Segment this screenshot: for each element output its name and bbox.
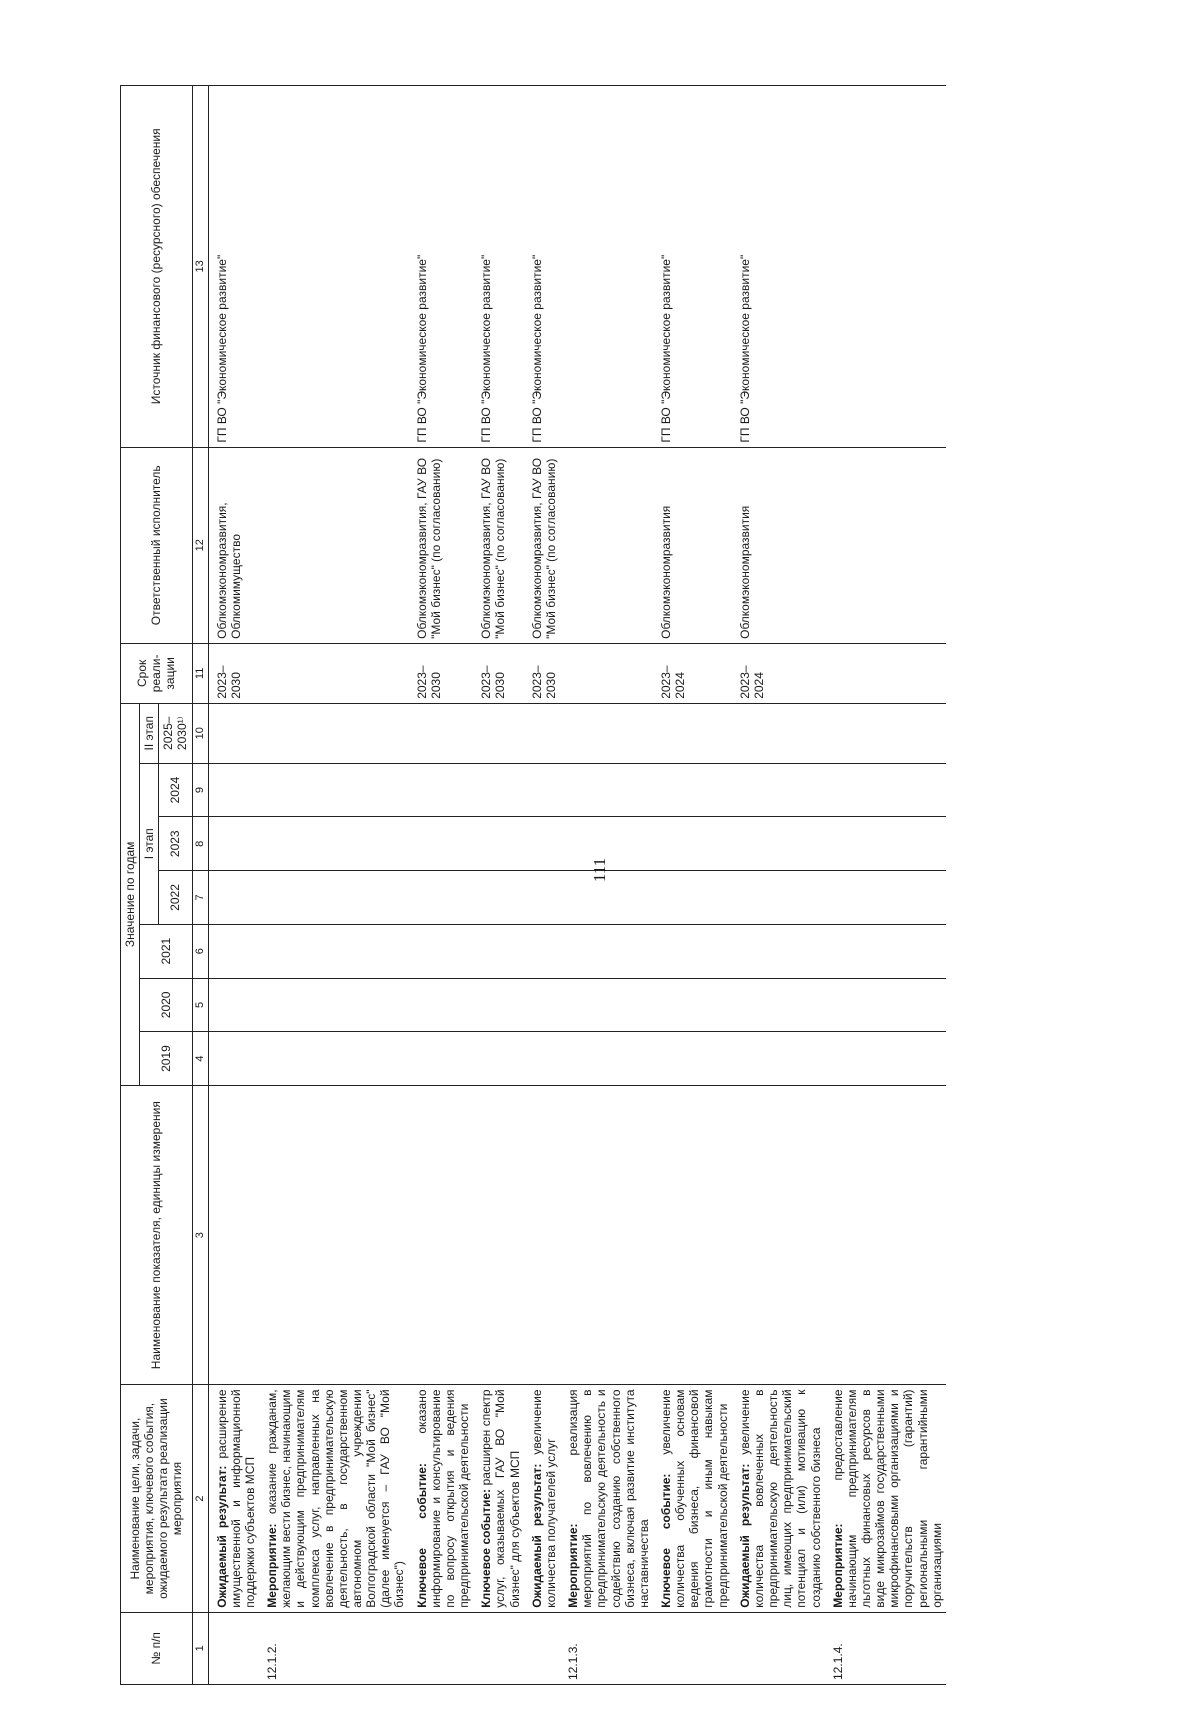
row-year-value bbox=[560, 817, 653, 871]
row-description bbox=[732, 1385, 825, 1612]
row-text: увеличение количества получателей услуг bbox=[529, 1389, 558, 1608]
table-row bbox=[653, 86, 732, 1685]
row-responsible bbox=[259, 447, 409, 643]
row-year-value bbox=[732, 817, 825, 871]
row-year-value bbox=[259, 871, 409, 925]
row-source bbox=[825, 86, 946, 448]
row-label: Ключевое событие: bbox=[479, 1488, 494, 1608]
row-year-value bbox=[259, 817, 409, 871]
row-responsible: Облкомэкономразвития bbox=[732, 447, 825, 643]
row-year-value bbox=[732, 924, 825, 978]
row-year-value bbox=[653, 763, 732, 817]
row-year-value bbox=[825, 1032, 946, 1086]
colnum-4: 4 bbox=[192, 1032, 208, 1086]
table-body bbox=[208, 86, 946, 1685]
row-year-value bbox=[208, 871, 259, 925]
row-year-value bbox=[653, 1032, 732, 1086]
table-row bbox=[524, 86, 560, 1685]
table-row bbox=[409, 86, 474, 1685]
row-year-value bbox=[825, 924, 946, 978]
colnum-9: 9 bbox=[192, 763, 208, 817]
row-year-value bbox=[825, 871, 946, 925]
row-year-value bbox=[653, 924, 732, 978]
row-responsible: Облкомэкономразвития, Облкомимущество bbox=[208, 447, 259, 643]
rotated-table-container bbox=[120, 85, 1200, 1685]
row-indicator bbox=[473, 1085, 523, 1385]
row-year-value bbox=[560, 763, 653, 817]
row-indicator bbox=[259, 1085, 409, 1385]
row-responsible bbox=[560, 447, 653, 643]
row-term: 2023–2024 bbox=[653, 643, 732, 703]
row-year-value bbox=[825, 817, 946, 871]
row-year-value bbox=[208, 763, 259, 817]
row-year-value bbox=[409, 817, 474, 871]
row-number bbox=[524, 1612, 560, 1684]
row-indicator bbox=[208, 1085, 259, 1385]
program-table bbox=[120, 85, 946, 1685]
row-label: Мероприятие: bbox=[265, 1523, 280, 1608]
row-source bbox=[560, 86, 653, 448]
row-year-value bbox=[208, 1032, 259, 1086]
row-year-value bbox=[524, 763, 560, 817]
header-num: № п/п bbox=[121, 1612, 193, 1684]
table-row bbox=[560, 86, 653, 1685]
row-number bbox=[409, 1612, 474, 1684]
row-text: расширен спектр услуг, оказываемых ГАУ ВО "Мой бизнес" для субъектов МСП bbox=[479, 1389, 522, 1608]
row-year-value bbox=[409, 763, 474, 817]
row-term: 2023–2030 bbox=[208, 643, 259, 703]
row-term bbox=[259, 643, 409, 703]
row-description bbox=[259, 1385, 409, 1612]
row-text: расширение имущественной и информационной поддержки субъектов МСП bbox=[214, 1389, 257, 1608]
row-year-value bbox=[560, 1032, 653, 1086]
row-year-value bbox=[653, 817, 732, 871]
row-number: 12.1.2. bbox=[259, 1612, 409, 1684]
header-stage2: II этап bbox=[140, 703, 159, 763]
row-year-value bbox=[732, 871, 825, 925]
row-year-value bbox=[653, 871, 732, 925]
header-2022: 2022 bbox=[159, 871, 192, 925]
row-text: оказано информирование и консультирование по вопросу открытия и ведения предпринимательской деятельности bbox=[414, 1389, 472, 1608]
row-year-value bbox=[473, 817, 523, 871]
colnum-8: 8 bbox=[192, 817, 208, 871]
row-year-value bbox=[524, 1032, 560, 1086]
colnum-1: 1 bbox=[192, 1612, 208, 1684]
row-indicator bbox=[560, 1085, 653, 1385]
row-text: увеличение количества обученных основам ведения бизнеса, финансовой грамотности и иным навыкам предпринимательской деятельности bbox=[658, 1389, 730, 1608]
header-source: Источник финансового (ресурсного) обеспечения bbox=[121, 86, 193, 448]
row-label: Ожидаемый результат: bbox=[529, 1463, 544, 1608]
row-year-value bbox=[259, 703, 409, 763]
row-label: Мероприятие: bbox=[830, 1523, 845, 1608]
row-responsible: Облкомэкономразвития, ГАУ ВО "Мой бизнес" (по согласованию) bbox=[524, 447, 560, 643]
row-indicator bbox=[524, 1085, 560, 1385]
row-term bbox=[825, 643, 946, 703]
row-year-value bbox=[524, 978, 560, 1032]
row-number bbox=[208, 1612, 259, 1684]
row-indicator bbox=[409, 1085, 474, 1385]
row-year-value bbox=[560, 703, 653, 763]
row-indicator bbox=[732, 1085, 825, 1385]
row-source: ГП ВО "Экономическое развитие" bbox=[732, 86, 825, 448]
row-year-value bbox=[560, 871, 653, 925]
row-label: Ключевое событие: bbox=[658, 1473, 673, 1608]
colnum-12: 12 bbox=[192, 447, 208, 643]
header-2023: 2023 bbox=[159, 817, 192, 871]
row-year-value bbox=[524, 924, 560, 978]
row-year-value bbox=[653, 978, 732, 1032]
row-year-value bbox=[732, 703, 825, 763]
table-row bbox=[732, 86, 825, 1685]
row-year-value bbox=[208, 924, 259, 978]
row-text: оказание гражданам, желающим вести бизнес, начинающим и действующим предпринимателям комплекса услуг, направленных на вовлечение в предпринимательскую деятельность, в государственном автономном учреждении Волгоградской области "Мой бизнес" (далее именуется – ГАУ ВО "Мой бизнес") bbox=[265, 1389, 407, 1608]
colnum-13: 13 bbox=[192, 86, 208, 448]
row-year-value bbox=[259, 1032, 409, 1086]
row-source: ГП ВО "Экономическое развитие" bbox=[409, 86, 474, 448]
row-year-value bbox=[259, 978, 409, 1032]
header-values: Значение по годам bbox=[121, 703, 140, 1085]
row-year-value bbox=[524, 817, 560, 871]
row-label: Ключевое событие: bbox=[414, 1463, 429, 1608]
row-text: предоставление начинающим предпринимателям льготных финансовых ресурсов в виде микрозаймов государственными микрофинансовыми организациями и поручительств (гарантий) региональными гарантийными организациями bbox=[830, 1389, 944, 1608]
row-description bbox=[208, 1385, 259, 1612]
row-label: Мероприятие: bbox=[566, 1523, 581, 1608]
row-number bbox=[653, 1612, 732, 1684]
row-term: 2023–2030 bbox=[524, 643, 560, 703]
row-year-value bbox=[473, 703, 523, 763]
row-description bbox=[653, 1385, 732, 1612]
row-term: 2023–2030 bbox=[409, 643, 474, 703]
row-year-value bbox=[524, 871, 560, 925]
colnum-11: 11 bbox=[192, 643, 208, 703]
row-year-value bbox=[409, 924, 474, 978]
row-year-value bbox=[409, 871, 474, 925]
table-row bbox=[473, 86, 523, 1685]
row-description bbox=[524, 1385, 560, 1612]
page-number: 111 bbox=[590, 857, 609, 883]
header-responsible: Ответственный исполнитель bbox=[121, 447, 193, 643]
row-description bbox=[473, 1385, 523, 1612]
row-number bbox=[732, 1612, 825, 1684]
row-responsible: Облкомэкономразвития, ГАУ ВО "Мой бизнес" (по согласованию) bbox=[473, 447, 523, 643]
row-responsible: Облкомэкономразвития bbox=[653, 447, 732, 643]
header-name: Наименование цели, задачи, мероприятия, ключевого события, ожидаемого результата реализации мероприятия bbox=[121, 1385, 193, 1612]
row-year-value bbox=[473, 978, 523, 1032]
row-source: ГП ВО "Экономическое развитие" bbox=[473, 86, 523, 448]
row-year-value bbox=[259, 924, 409, 978]
header-indicator: Наименование показателя, единицы измерения bbox=[121, 1085, 193, 1385]
row-year-value bbox=[560, 924, 653, 978]
row-indicator bbox=[825, 1085, 946, 1385]
row-year-value bbox=[208, 817, 259, 871]
row-number: 12.1.3. bbox=[560, 1612, 653, 1684]
colnum-10: 10 bbox=[192, 703, 208, 763]
row-year-value bbox=[409, 978, 474, 1032]
row-description bbox=[825, 1385, 946, 1612]
row-term: 2023–2030 bbox=[473, 643, 523, 703]
row-year-value bbox=[732, 978, 825, 1032]
row-responsible bbox=[825, 447, 946, 643]
row-source bbox=[259, 86, 409, 448]
header-term: Срок реали-зации bbox=[121, 643, 193, 703]
row-year-value bbox=[409, 703, 474, 763]
header-2024: 2024 bbox=[159, 763, 192, 817]
row-year-value bbox=[473, 1032, 523, 1086]
row-responsible: Облкомэкономразвития, ГАУ ВО "Мой бизнес" (по согласованию) bbox=[409, 447, 474, 643]
row-description bbox=[409, 1385, 474, 1612]
row-year-value bbox=[732, 763, 825, 817]
row-year-value bbox=[825, 978, 946, 1032]
header-2021: 2021 bbox=[140, 924, 192, 978]
table-row bbox=[208, 86, 259, 1685]
row-year-value bbox=[825, 703, 946, 763]
row-indicator bbox=[653, 1085, 732, 1385]
row-source: ГП ВО "Экономическое развитие" bbox=[524, 86, 560, 448]
row-label: Ожидаемый результат: bbox=[214, 1465, 229, 1608]
row-year-value bbox=[409, 1032, 474, 1086]
row-term bbox=[560, 643, 653, 703]
header-2019: 2019 bbox=[140, 1032, 192, 1086]
row-description bbox=[560, 1385, 653, 1612]
row-year-value bbox=[560, 978, 653, 1032]
row-year-value bbox=[473, 924, 523, 978]
colnum-6: 6 bbox=[192, 924, 208, 978]
row-year-value bbox=[208, 703, 259, 763]
table-row bbox=[259, 86, 409, 1685]
row-text: реализация мероприятий по вовлечению в предпринимательскую деятельность и содействию созданию собственного бизнеса, включая развитие института наставничества bbox=[566, 1389, 651, 1608]
row-year-value bbox=[473, 763, 523, 817]
row-text: увеличение количества вовлеченных в предпринимательскую деятельность лиц, имеющих предпринимательский потенциал и (или) мотивацию к созданию собственного бизнеса bbox=[737, 1389, 823, 1608]
row-label: Ожидаемый результат: bbox=[737, 1463, 752, 1608]
header-2020: 2020 bbox=[140, 978, 192, 1032]
row-number: 12.1.4. bbox=[825, 1612, 946, 1684]
row-year-value bbox=[524, 703, 560, 763]
row-year-value bbox=[259, 763, 409, 817]
colnum-7: 7 bbox=[192, 871, 208, 925]
table-row bbox=[825, 86, 946, 1685]
row-year-value bbox=[825, 763, 946, 817]
row-year-value bbox=[653, 703, 732, 763]
row-year-value bbox=[473, 871, 523, 925]
row-year-value bbox=[208, 978, 259, 1032]
header-2025: 2025–2030¹⁾ bbox=[159, 703, 192, 763]
header-stage1: I этап bbox=[140, 763, 159, 924]
row-year-value bbox=[732, 1032, 825, 1086]
row-number bbox=[473, 1612, 523, 1684]
colnum-2: 2 bbox=[192, 1385, 208, 1612]
colnum-5: 5 bbox=[192, 978, 208, 1032]
row-term: 2023–2024 bbox=[732, 643, 825, 703]
row-source: ГП ВО "Экономическое развитие" bbox=[653, 86, 732, 448]
row-source: ГП ВО "Экономическое развитие" bbox=[208, 86, 259, 448]
colnum-3: 3 bbox=[192, 1085, 208, 1385]
